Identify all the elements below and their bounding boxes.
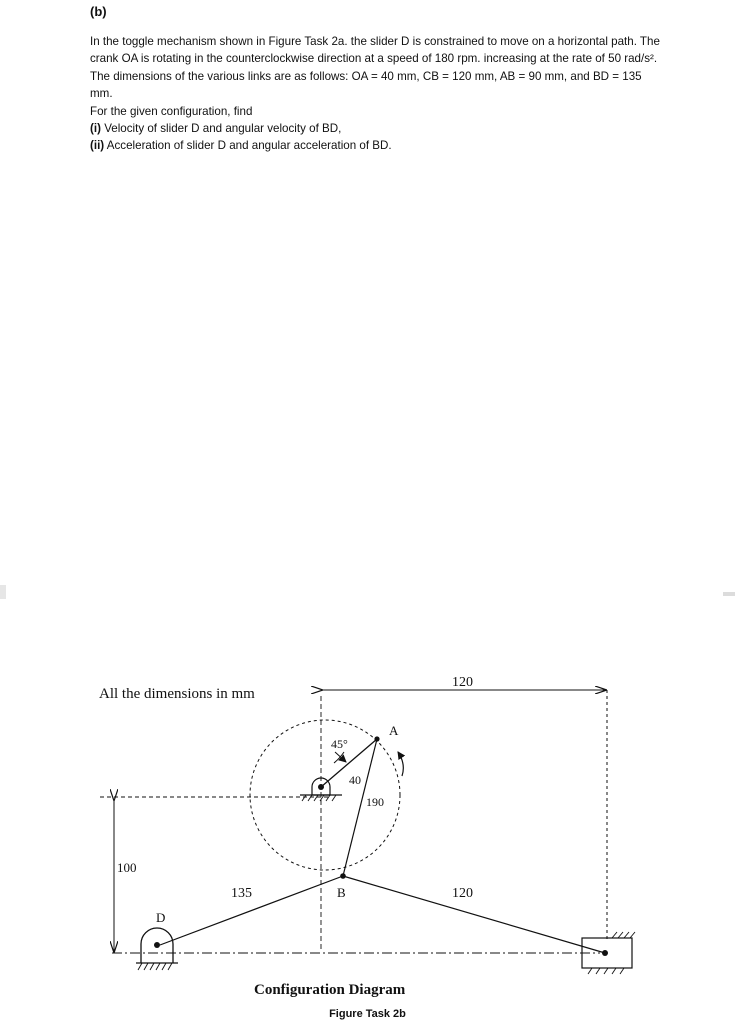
block-c-hatching-top [612,932,635,938]
figure-caption: Figure Task 2b [329,1008,406,1020]
dim-label-100: 100 [117,860,137,875]
question-number-1: (i) [90,122,101,136]
joint-d [154,942,160,948]
problem-paragraph: In the toggle mechanism shown in Figure Task 2a. the slider D is constrained to move on a horizontal path. The crank OA is rotating in the counterclockwise direction at a speed of 180 rpm. increasing at the rate of 50 rad/s². The dimensions of the various links are as follows: OA = 40 mm, CB = 120 mm, AB = 90 mm, and BD = 135 mm. [90,35,660,101]
link-bc [343,876,605,953]
label-b: B [337,885,346,900]
pivot-o-hatching [302,795,336,801]
slider-d-hatching [138,963,172,970]
configuration-title: Configuration Diagram [254,982,406,998]
block-c-hatching-bottom [588,968,624,974]
question-text-1: Velocity of slider D and angular velocity of BD, [104,122,342,136]
part-label: (b) [90,4,107,19]
dim-label-120: 120 [452,886,473,901]
angle-label-45: 45° [331,737,348,751]
dim-label-190: 190 [366,795,384,809]
joint-c [602,950,608,956]
dimensions-note: All the dimensions in mm [99,686,255,702]
label-d: D [156,910,166,925]
dim-label-oa: 40 [349,773,361,787]
question-number-2: (ii) [90,139,105,153]
find-line: For the given configuration, find [90,104,253,118]
dim-label-135: 135 [231,886,252,901]
question-text-2: Acceleration of slider D and angular acceleration of BD. [106,139,392,153]
angle-arc-45 [334,752,344,763]
dim-label-top: 120 [452,675,473,690]
label-a: A [389,723,399,738]
rotation-arrow [398,752,403,776]
